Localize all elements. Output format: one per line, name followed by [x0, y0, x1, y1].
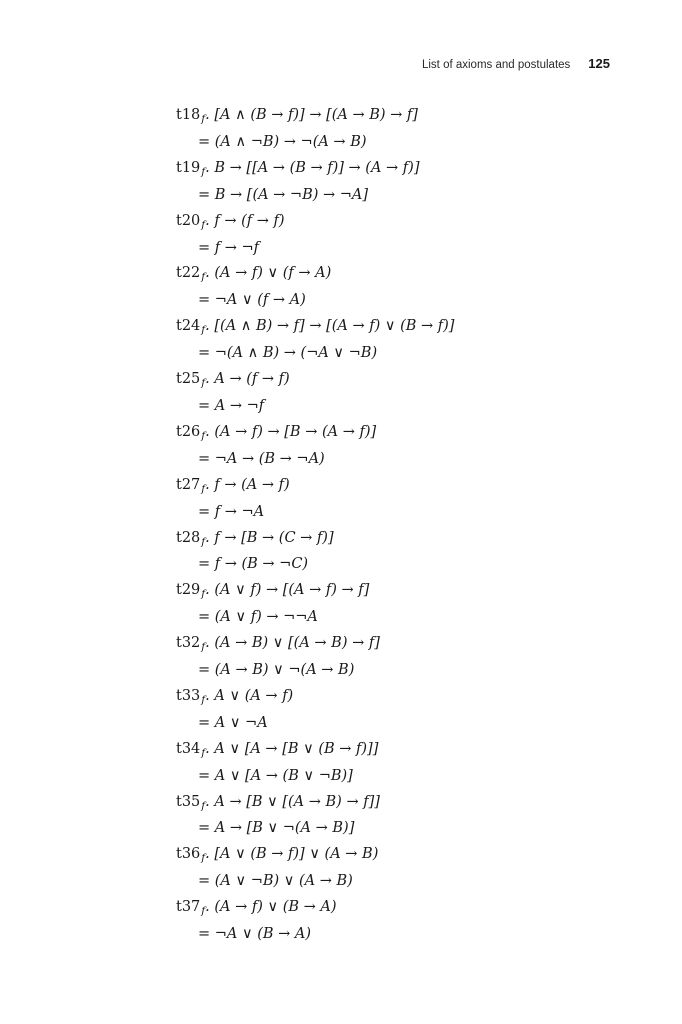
entry-equivalent: = f → ¬A	[198, 503, 265, 520]
entry-formula: . A → (f → f)	[205, 371, 290, 388]
entry-equivalent: = A ∨ ¬A	[198, 714, 268, 731]
entry-formula: . f → [B → (C → f)]	[205, 529, 334, 546]
entry-label: t35	[176, 793, 201, 810]
entry-equivalent: = ¬(A ∧ B) → (¬A ∨ ¬B)	[198, 345, 378, 362]
entry-label: t27	[176, 476, 201, 493]
entry-formula: . [A ∨ (B → f)] ∨ (A → B)	[205, 846, 379, 863]
entry-equivalent: = (A ∨ f) → ¬¬A	[198, 609, 318, 626]
axiom-entry-t19	[176, 156, 616, 209]
entry-label: t18	[176, 107, 201, 123]
axiom-entry-t36	[176, 842, 616, 895]
axiom-entry-t20	[176, 209, 616, 262]
entry-equivalent: = f → (B → ¬C)	[198, 556, 309, 573]
entry-equivalent: = A ∨ [A → (B ∨ ¬B)]	[198, 767, 353, 784]
entry-subscript: f	[201, 535, 206, 548]
entry-subscript: f	[201, 377, 206, 390]
entry-formula: . (A → B) ∨ [(A → B) → f]	[205, 635, 380, 652]
entry-equivalent: = (A ∧ ¬B) → ¬(A → B)	[198, 133, 367, 150]
page-number: 125	[588, 56, 610, 71]
entry-equivalent: = B → [(A → ¬B) → ¬A]	[198, 186, 369, 203]
entry-subscript: f	[201, 113, 206, 125]
entry-label: t37	[176, 899, 201, 916]
entry-equivalent: = f → ¬f	[198, 239, 260, 256]
entry-formula: . (A ∨ f) → [(A → f) → f]	[205, 582, 370, 599]
axiom-list	[176, 103, 616, 948]
axiom-entry-t32	[176, 631, 616, 684]
entry-equivalent: = (A → B) ∨ ¬(A → B)	[198, 662, 355, 679]
axiom-entry-t26	[176, 420, 616, 473]
entry-subscript: f	[201, 693, 206, 706]
entry-label: t26	[176, 423, 201, 440]
entry-equivalent: = A → [B ∨ ¬(A → B)]	[198, 820, 355, 837]
axiom-entry-t18	[176, 103, 616, 156]
running-header	[422, 56, 610, 71]
entry-equivalent: = A → ¬f	[198, 397, 265, 414]
entry-label: t33	[176, 687, 201, 704]
axiom-entry-t22	[176, 261, 616, 314]
entry-label: t24	[176, 318, 201, 335]
entry-formula: . [(A ∧ B) → f] → [(A → f) ∨ (B → f)]	[205, 318, 455, 335]
entry-equivalent: = (A ∨ ¬B) ∨ (A → B)	[198, 873, 353, 890]
entry-equivalent: = ¬A ∨ (B → A)	[198, 926, 312, 943]
entry-formula: . f → (f → f)	[205, 212, 285, 229]
axiom-entry-t37	[176, 895, 616, 948]
entry-subscript: f	[201, 852, 206, 865]
entry-subscript: f	[201, 641, 206, 654]
entry-formula: . f → (A → f)	[205, 476, 290, 493]
entry-equivalent: = ¬A ∨ (f → A)	[198, 292, 306, 309]
entry-subscript: f	[201, 218, 206, 231]
entry-subscript: f	[201, 799, 206, 812]
entry-subscript: f	[201, 482, 206, 495]
entry-label: t22	[176, 265, 201, 282]
entry-label: t19	[176, 159, 201, 176]
entry-label: t32	[176, 635, 201, 652]
axiom-entry-t33	[176, 684, 616, 737]
entry-label: t34	[176, 740, 201, 757]
entry-formula: . [A ∧ (B → f)] → [(A → B) → f]	[205, 107, 418, 123]
entry-label: t25	[176, 371, 201, 388]
axiom-entry-t34	[176, 737, 616, 790]
entry-label: t36	[176, 846, 201, 863]
axiom-entry-t35	[176, 790, 616, 843]
entry-label: t20	[176, 212, 201, 229]
entry-subscript: f	[201, 429, 206, 442]
entry-formula: . A → [B ∨ [(A → B) → f]]	[205, 793, 380, 810]
axiom-entry-t25	[176, 367, 616, 420]
entry-label: t29	[176, 582, 201, 599]
entry-label: t28	[176, 529, 201, 546]
entry-subscript: f	[201, 746, 206, 759]
running-title: List of axioms and postulates	[421, 59, 571, 71]
axiom-entry-t27	[176, 473, 616, 526]
entry-subscript: f	[201, 588, 206, 601]
axiom-entry-t24	[176, 314, 616, 367]
entry-formula: . A ∨ (A → f)	[205, 687, 294, 704]
entry-formula: . (A → f) ∨ (f → A)	[205, 265, 332, 282]
entry-formula: . (A → f) → [B → (A → f)]	[205, 423, 377, 440]
entry-subscript: f	[201, 905, 206, 918]
entry-subscript: f	[201, 165, 206, 178]
entry-subscript: f	[201, 271, 206, 284]
entry-subscript: f	[201, 324, 206, 337]
entry-formula: . B → [[A → (B → f)] → (A → f)]	[205, 159, 420, 176]
axiom-entry-t28	[176, 526, 616, 579]
entry-equivalent: = ¬A → (B → ¬A)	[198, 450, 325, 467]
axiom-entry-t29	[176, 578, 616, 631]
entry-formula: . A ∨ [A → [B ∨ (B → f)]]	[205, 740, 379, 757]
entry-formula: . (A → f) ∨ (B → A)	[205, 899, 337, 916]
